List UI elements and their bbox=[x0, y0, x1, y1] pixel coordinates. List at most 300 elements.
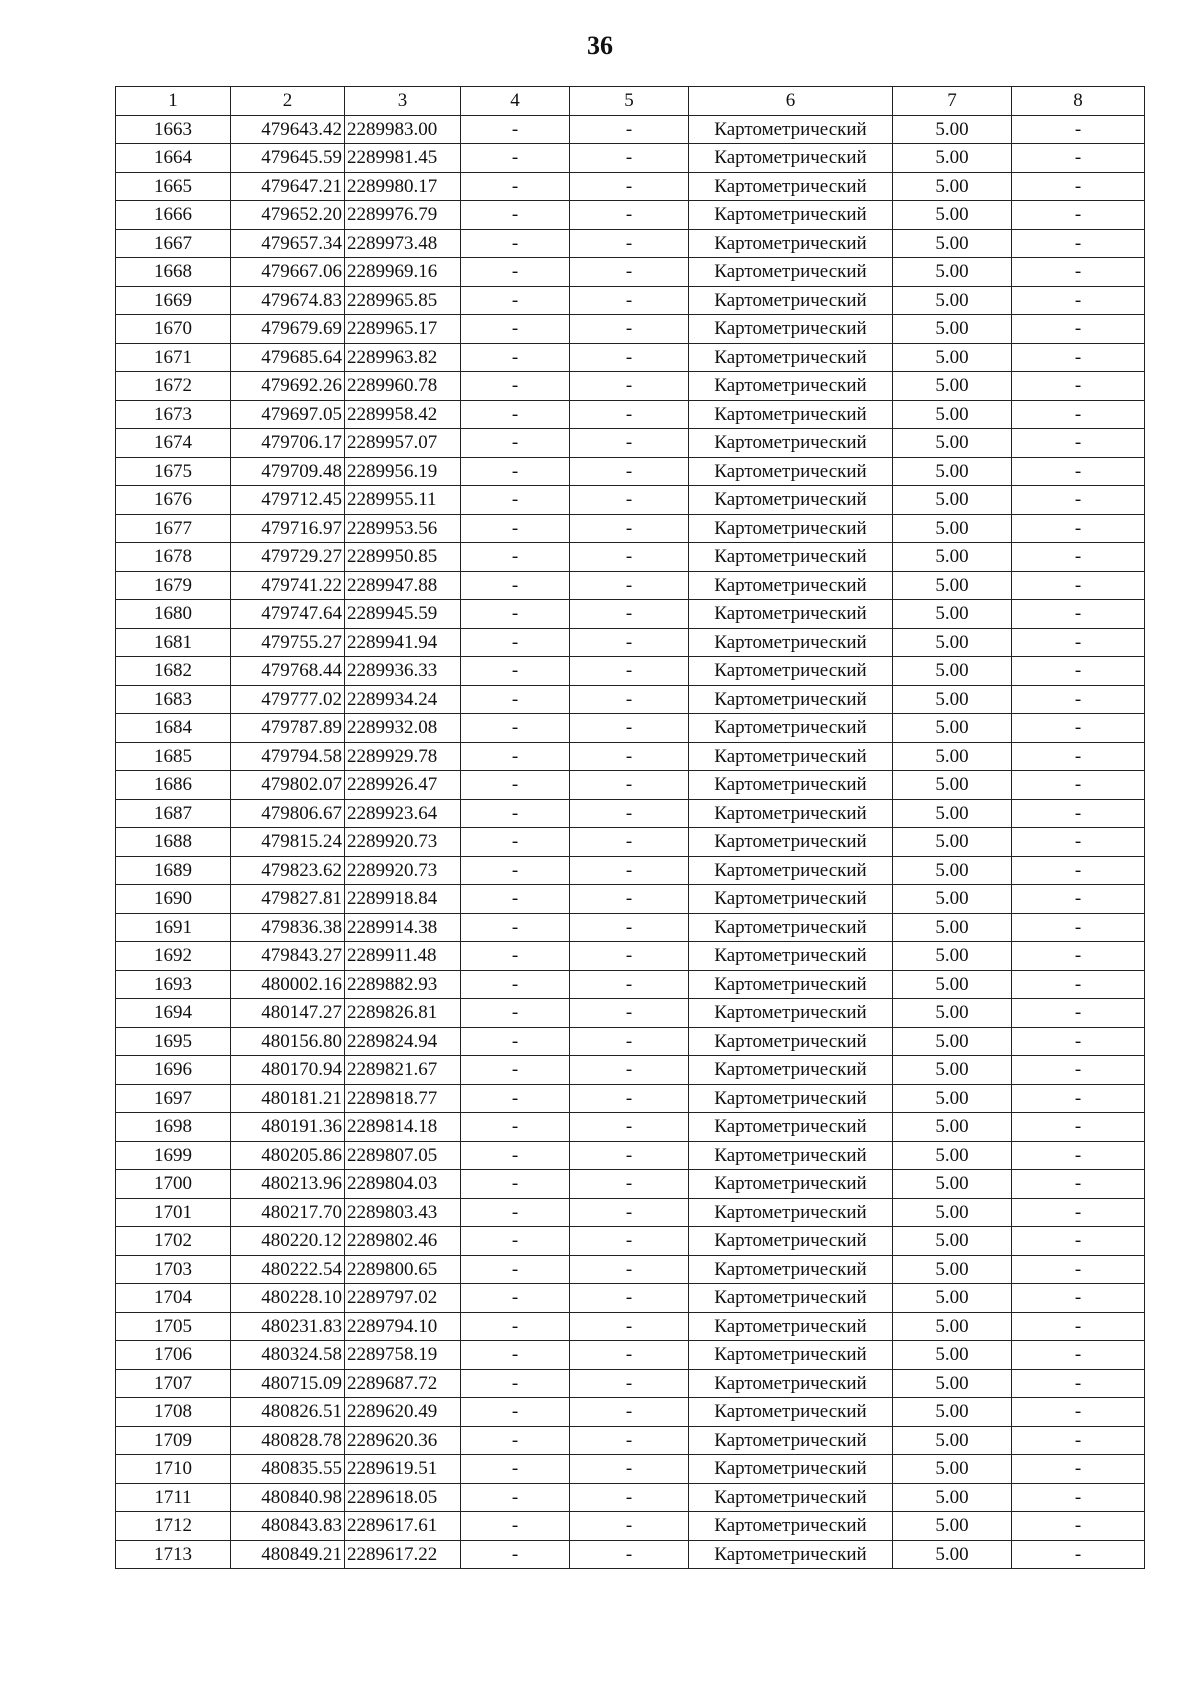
method-cell: Картометрический bbox=[689, 970, 893, 999]
point-number-cell: 1689 bbox=[116, 856, 231, 885]
accuracy-cell: 5.00 bbox=[893, 771, 1012, 800]
x-coordinate-cell: 479643.42 bbox=[231, 115, 345, 144]
table-row bbox=[116, 856, 1145, 885]
column-4-cell: - bbox=[461, 771, 570, 800]
column-5-cell: - bbox=[570, 1512, 689, 1541]
y-coordinate-cell: 2289923.64 bbox=[345, 799, 461, 828]
column-4-cell: - bbox=[461, 742, 570, 771]
table-row bbox=[116, 1141, 1145, 1170]
column-5-cell: - bbox=[570, 543, 689, 572]
column-8-cell: - bbox=[1012, 115, 1145, 144]
table-row bbox=[116, 486, 1145, 515]
y-coordinate-cell: 2289620.36 bbox=[345, 1426, 461, 1455]
point-number-cell: 1668 bbox=[116, 258, 231, 287]
column-4-cell: - bbox=[461, 115, 570, 144]
x-coordinate-cell: 479709.48 bbox=[231, 457, 345, 486]
point-number-cell: 1666 bbox=[116, 201, 231, 230]
accuracy-cell: 5.00 bbox=[893, 1312, 1012, 1341]
column-5-cell: - bbox=[570, 1483, 689, 1512]
y-coordinate-cell: 2289814.18 bbox=[345, 1113, 461, 1142]
column-4-cell: - bbox=[461, 828, 570, 857]
column-5-cell: - bbox=[570, 856, 689, 885]
accuracy-cell: 5.00 bbox=[893, 258, 1012, 287]
column-4-cell: - bbox=[461, 457, 570, 486]
column-8-cell: - bbox=[1012, 1369, 1145, 1398]
table-row bbox=[116, 229, 1145, 258]
method-cell: Картометрический bbox=[689, 543, 893, 572]
table-row bbox=[116, 1312, 1145, 1341]
table-row bbox=[116, 799, 1145, 828]
column-5-cell: - bbox=[570, 258, 689, 287]
column-5-cell: - bbox=[570, 999, 689, 1028]
point-number-cell: 1683 bbox=[116, 685, 231, 714]
column-4-cell: - bbox=[461, 1141, 570, 1170]
accuracy-cell: 5.00 bbox=[893, 1426, 1012, 1455]
column-4-cell: - bbox=[461, 714, 570, 743]
column-8-cell: - bbox=[1012, 258, 1145, 287]
column-5-cell: - bbox=[570, 1540, 689, 1569]
point-number-cell: 1682 bbox=[116, 657, 231, 686]
table-row bbox=[116, 999, 1145, 1028]
column-8-cell: - bbox=[1012, 1512, 1145, 1541]
point-number-cell: 1708 bbox=[116, 1398, 231, 1427]
column-8-cell: - bbox=[1012, 1198, 1145, 1227]
column-4-cell: - bbox=[461, 1398, 570, 1427]
y-coordinate-cell: 2289617.22 bbox=[345, 1540, 461, 1569]
point-number-cell: 1707 bbox=[116, 1369, 231, 1398]
column-5-cell: - bbox=[570, 144, 689, 173]
column-4-cell: - bbox=[461, 486, 570, 515]
y-coordinate-cell: 2289945.59 bbox=[345, 600, 461, 629]
x-coordinate-cell: 479667.06 bbox=[231, 258, 345, 287]
accuracy-cell: 5.00 bbox=[893, 115, 1012, 144]
point-number-cell: 1691 bbox=[116, 913, 231, 942]
point-number-cell: 1692 bbox=[116, 942, 231, 971]
accuracy-cell: 5.00 bbox=[893, 1141, 1012, 1170]
point-number-cell: 1688 bbox=[116, 828, 231, 857]
y-coordinate-cell: 2289936.33 bbox=[345, 657, 461, 686]
column-header: 3 bbox=[345, 87, 461, 116]
point-number-cell: 1705 bbox=[116, 1312, 231, 1341]
y-coordinate-cell: 2289926.47 bbox=[345, 771, 461, 800]
column-8-cell: - bbox=[1012, 1398, 1145, 1427]
method-cell: Картометрический bbox=[689, 1369, 893, 1398]
table-row bbox=[116, 1455, 1145, 1484]
column-4-cell: - bbox=[461, 856, 570, 885]
method-cell: Картометрический bbox=[689, 1141, 893, 1170]
column-4-cell: - bbox=[461, 1426, 570, 1455]
x-coordinate-cell: 479802.07 bbox=[231, 771, 345, 800]
column-8-cell: - bbox=[1012, 571, 1145, 600]
accuracy-cell: 5.00 bbox=[893, 856, 1012, 885]
accuracy-cell: 5.00 bbox=[893, 913, 1012, 942]
method-cell: Картометрический bbox=[689, 1341, 893, 1370]
accuracy-cell: 5.00 bbox=[893, 1056, 1012, 1085]
column-5-cell: - bbox=[570, 115, 689, 144]
x-coordinate-cell: 480849.21 bbox=[231, 1540, 345, 1569]
accuracy-cell: 5.00 bbox=[893, 1398, 1012, 1427]
x-coordinate-cell: 480231.83 bbox=[231, 1312, 345, 1341]
point-number-cell: 1672 bbox=[116, 372, 231, 401]
column-5-cell: - bbox=[570, 486, 689, 515]
accuracy-cell: 5.00 bbox=[893, 571, 1012, 600]
y-coordinate-cell: 2289934.24 bbox=[345, 685, 461, 714]
table-row bbox=[116, 1426, 1145, 1455]
method-cell: Картометрический bbox=[689, 799, 893, 828]
y-coordinate-cell: 2289920.73 bbox=[345, 828, 461, 857]
x-coordinate-cell: 479645.59 bbox=[231, 144, 345, 173]
x-coordinate-cell: 479692.26 bbox=[231, 372, 345, 401]
method-cell: Картометрический bbox=[689, 571, 893, 600]
y-coordinate-cell: 2289618.05 bbox=[345, 1483, 461, 1512]
accuracy-cell: 5.00 bbox=[893, 799, 1012, 828]
method-cell: Картометрический bbox=[689, 999, 893, 1028]
column-4-cell: - bbox=[461, 172, 570, 201]
accuracy-cell: 5.00 bbox=[893, 229, 1012, 258]
x-coordinate-cell: 480205.86 bbox=[231, 1141, 345, 1170]
column-4-cell: - bbox=[461, 1170, 570, 1199]
x-coordinate-cell: 479806.67 bbox=[231, 799, 345, 828]
column-5-cell: - bbox=[570, 1341, 689, 1370]
table-row bbox=[116, 685, 1145, 714]
table-row bbox=[116, 600, 1145, 629]
column-4-cell: - bbox=[461, 1312, 570, 1341]
x-coordinate-cell: 479697.05 bbox=[231, 400, 345, 429]
y-coordinate-cell: 2289818.77 bbox=[345, 1084, 461, 1113]
x-coordinate-cell: 480324.58 bbox=[231, 1341, 345, 1370]
column-4-cell: - bbox=[461, 1483, 570, 1512]
x-coordinate-cell: 480191.36 bbox=[231, 1113, 345, 1142]
column-4-cell: - bbox=[461, 258, 570, 287]
accuracy-cell: 5.00 bbox=[893, 1027, 1012, 1056]
point-number-cell: 1706 bbox=[116, 1341, 231, 1370]
x-coordinate-cell: 479652.20 bbox=[231, 201, 345, 230]
column-8-cell: - bbox=[1012, 913, 1145, 942]
column-5-cell: - bbox=[570, 201, 689, 230]
method-cell: Картометрический bbox=[689, 429, 893, 458]
column-5-cell: - bbox=[570, 970, 689, 999]
accuracy-cell: 5.00 bbox=[893, 1455, 1012, 1484]
column-8-cell: - bbox=[1012, 714, 1145, 743]
x-coordinate-cell: 479815.24 bbox=[231, 828, 345, 857]
column-8-cell: - bbox=[1012, 600, 1145, 629]
y-coordinate-cell: 2289758.19 bbox=[345, 1341, 461, 1370]
column-5-cell: - bbox=[570, 1027, 689, 1056]
accuracy-cell: 5.00 bbox=[893, 315, 1012, 344]
point-number-cell: 1702 bbox=[116, 1227, 231, 1256]
table-row bbox=[116, 1341, 1145, 1370]
point-number-cell: 1667 bbox=[116, 229, 231, 258]
x-coordinate-cell: 479777.02 bbox=[231, 685, 345, 714]
accuracy-cell: 5.00 bbox=[893, 714, 1012, 743]
column-5-cell: - bbox=[570, 942, 689, 971]
y-coordinate-cell: 2289821.67 bbox=[345, 1056, 461, 1085]
column-4-cell: - bbox=[461, 1455, 570, 1484]
x-coordinate-cell: 479729.27 bbox=[231, 543, 345, 572]
point-number-cell: 1684 bbox=[116, 714, 231, 743]
column-4-cell: - bbox=[461, 144, 570, 173]
point-number-cell: 1674 bbox=[116, 429, 231, 458]
column-5-cell: - bbox=[570, 1227, 689, 1256]
page-number: 36 bbox=[587, 31, 613, 60]
column-4-cell: - bbox=[461, 685, 570, 714]
table-row bbox=[116, 714, 1145, 743]
x-coordinate-cell: 480220.12 bbox=[231, 1227, 345, 1256]
column-4-cell: - bbox=[461, 1056, 570, 1085]
table-row bbox=[116, 372, 1145, 401]
column-5-cell: - bbox=[570, 571, 689, 600]
column-8-cell: - bbox=[1012, 1312, 1145, 1341]
y-coordinate-cell: 2289802.46 bbox=[345, 1227, 461, 1256]
method-cell: Картометрический bbox=[689, 486, 893, 515]
method-cell: Картометрический bbox=[689, 657, 893, 686]
x-coordinate-cell: 479836.38 bbox=[231, 913, 345, 942]
column-4-cell: - bbox=[461, 514, 570, 543]
point-number-cell: 1699 bbox=[116, 1141, 231, 1170]
point-number-cell: 1675 bbox=[116, 457, 231, 486]
x-coordinate-cell: 480156.80 bbox=[231, 1027, 345, 1056]
table-row bbox=[116, 942, 1145, 971]
point-number-cell: 1712 bbox=[116, 1512, 231, 1541]
table-row bbox=[116, 771, 1145, 800]
column-5-cell: - bbox=[570, 1084, 689, 1113]
column-8-cell: - bbox=[1012, 1255, 1145, 1284]
point-number-cell: 1686 bbox=[116, 771, 231, 800]
method-cell: Картометрический bbox=[689, 1170, 893, 1199]
accuracy-cell: 5.00 bbox=[893, 1369, 1012, 1398]
column-5-cell: - bbox=[570, 457, 689, 486]
method-cell: Картометрический bbox=[689, 258, 893, 287]
method-cell: Картометрический bbox=[689, 144, 893, 173]
method-cell: Картометрический bbox=[689, 600, 893, 629]
accuracy-cell: 5.00 bbox=[893, 1170, 1012, 1199]
x-coordinate-cell: 479741.22 bbox=[231, 571, 345, 600]
method-cell: Картометрический bbox=[689, 1540, 893, 1569]
point-number-cell: 1694 bbox=[116, 999, 231, 1028]
x-coordinate-cell: 480170.94 bbox=[231, 1056, 345, 1085]
table-row bbox=[116, 742, 1145, 771]
accuracy-cell: 5.00 bbox=[893, 657, 1012, 686]
point-number-cell: 1693 bbox=[116, 970, 231, 999]
table-header-row bbox=[116, 87, 1145, 116]
column-header: 4 bbox=[461, 87, 570, 116]
column-4-cell: - bbox=[461, 970, 570, 999]
column-4-cell: - bbox=[461, 571, 570, 600]
accuracy-cell: 5.00 bbox=[893, 1512, 1012, 1541]
column-4-cell: - bbox=[461, 1198, 570, 1227]
y-coordinate-cell: 2289958.42 bbox=[345, 400, 461, 429]
table-row bbox=[116, 828, 1145, 857]
column-8-cell: - bbox=[1012, 229, 1145, 258]
table-row bbox=[116, 1369, 1145, 1398]
x-coordinate-cell: 479794.58 bbox=[231, 742, 345, 771]
x-coordinate-cell: 479716.97 bbox=[231, 514, 345, 543]
column-5-cell: - bbox=[570, 1113, 689, 1142]
column-8-cell: - bbox=[1012, 856, 1145, 885]
table-row bbox=[116, 543, 1145, 572]
table-row bbox=[116, 286, 1145, 315]
point-number-cell: 1663 bbox=[116, 115, 231, 144]
column-4-cell: - bbox=[461, 400, 570, 429]
column-4-cell: - bbox=[461, 1284, 570, 1313]
x-coordinate-cell: 480715.09 bbox=[231, 1369, 345, 1398]
column-8-cell: - bbox=[1012, 657, 1145, 686]
point-number-cell: 1669 bbox=[116, 286, 231, 315]
column-4-cell: - bbox=[461, 1027, 570, 1056]
point-number-cell: 1696 bbox=[116, 1056, 231, 1085]
column-4-cell: - bbox=[461, 913, 570, 942]
column-8-cell: - bbox=[1012, 1284, 1145, 1313]
table-row bbox=[116, 1540, 1145, 1569]
point-number-cell: 1704 bbox=[116, 1284, 231, 1313]
method-cell: Картометрический bbox=[689, 201, 893, 230]
column-5-cell: - bbox=[570, 1398, 689, 1427]
column-5-cell: - bbox=[570, 1369, 689, 1398]
column-8-cell: - bbox=[1012, 543, 1145, 572]
point-number-cell: 1679 bbox=[116, 571, 231, 600]
column-4-cell: - bbox=[461, 286, 570, 315]
x-coordinate-cell: 479657.34 bbox=[231, 229, 345, 258]
point-number-cell: 1664 bbox=[116, 144, 231, 173]
accuracy-cell: 5.00 bbox=[893, 201, 1012, 230]
column-4-cell: - bbox=[461, 600, 570, 629]
y-coordinate-cell: 2289920.73 bbox=[345, 856, 461, 885]
column-8-cell: - bbox=[1012, 343, 1145, 372]
column-5-cell: - bbox=[570, 799, 689, 828]
column-5-cell: - bbox=[570, 400, 689, 429]
column-8-cell: - bbox=[1012, 514, 1145, 543]
y-coordinate-cell: 2289941.94 bbox=[345, 628, 461, 657]
table-row bbox=[116, 657, 1145, 686]
accuracy-cell: 5.00 bbox=[893, 942, 1012, 971]
column-4-cell: - bbox=[461, 1512, 570, 1541]
column-5-cell: - bbox=[570, 771, 689, 800]
y-coordinate-cell: 2289797.02 bbox=[345, 1284, 461, 1313]
accuracy-cell: 5.00 bbox=[893, 1113, 1012, 1142]
method-cell: Картометрический bbox=[689, 856, 893, 885]
table-row bbox=[116, 429, 1145, 458]
table-row bbox=[116, 201, 1145, 230]
accuracy-cell: 5.00 bbox=[893, 514, 1012, 543]
x-coordinate-cell: 480828.78 bbox=[231, 1426, 345, 1455]
accuracy-cell: 5.00 bbox=[893, 1341, 1012, 1370]
y-coordinate-cell: 2289955.11 bbox=[345, 486, 461, 515]
method-cell: Картометрический bbox=[689, 685, 893, 714]
table-row bbox=[116, 315, 1145, 344]
x-coordinate-cell: 480826.51 bbox=[231, 1398, 345, 1427]
column-8-cell: - bbox=[1012, 372, 1145, 401]
y-coordinate-cell: 2289980.17 bbox=[345, 172, 461, 201]
x-coordinate-cell: 480222.54 bbox=[231, 1255, 345, 1284]
x-coordinate-cell: 479827.81 bbox=[231, 885, 345, 914]
method-cell: Картометрический bbox=[689, 828, 893, 857]
x-coordinate-cell: 479685.64 bbox=[231, 343, 345, 372]
y-coordinate-cell: 2289947.88 bbox=[345, 571, 461, 600]
column-8-cell: - bbox=[1012, 400, 1145, 429]
column-4-cell: - bbox=[461, 1341, 570, 1370]
column-8-cell: - bbox=[1012, 685, 1145, 714]
accuracy-cell: 5.00 bbox=[893, 457, 1012, 486]
point-number-cell: 1697 bbox=[116, 1084, 231, 1113]
y-coordinate-cell: 2289950.85 bbox=[345, 543, 461, 572]
column-5-cell: - bbox=[570, 343, 689, 372]
column-8-cell: - bbox=[1012, 1056, 1145, 1085]
x-coordinate-cell: 479823.62 bbox=[231, 856, 345, 885]
point-number-cell: 1665 bbox=[116, 172, 231, 201]
method-cell: Картометрический bbox=[689, 172, 893, 201]
method-cell: Картометрический bbox=[689, 315, 893, 344]
method-cell: Картометрический bbox=[689, 942, 893, 971]
point-number-cell: 1710 bbox=[116, 1455, 231, 1484]
table-row bbox=[116, 457, 1145, 486]
column-8-cell: - bbox=[1012, 457, 1145, 486]
y-coordinate-cell: 2289953.56 bbox=[345, 514, 461, 543]
point-number-cell: 1713 bbox=[116, 1540, 231, 1569]
column-4-cell: - bbox=[461, 628, 570, 657]
table-row bbox=[116, 1198, 1145, 1227]
table-row bbox=[116, 514, 1145, 543]
x-coordinate-cell: 479755.27 bbox=[231, 628, 345, 657]
column-5-cell: - bbox=[570, 1141, 689, 1170]
y-coordinate-cell: 2289983.00 bbox=[345, 115, 461, 144]
column-5-cell: - bbox=[570, 1284, 689, 1313]
method-cell: Картометрический bbox=[689, 1198, 893, 1227]
x-coordinate-cell: 479674.83 bbox=[231, 286, 345, 315]
y-coordinate-cell: 2289617.61 bbox=[345, 1512, 461, 1541]
accuracy-cell: 5.00 bbox=[893, 1255, 1012, 1284]
y-coordinate-cell: 2289619.51 bbox=[345, 1455, 461, 1484]
method-cell: Картометрический bbox=[689, 457, 893, 486]
column-5-cell: - bbox=[570, 372, 689, 401]
column-5-cell: - bbox=[570, 1170, 689, 1199]
column-8-cell: - bbox=[1012, 1227, 1145, 1256]
column-5-cell: - bbox=[570, 628, 689, 657]
table-row bbox=[116, 1284, 1145, 1313]
accuracy-cell: 5.00 bbox=[893, 144, 1012, 173]
accuracy-cell: 5.00 bbox=[893, 970, 1012, 999]
accuracy-cell: 5.00 bbox=[893, 286, 1012, 315]
point-number-cell: 1703 bbox=[116, 1255, 231, 1284]
y-coordinate-cell: 2289957.07 bbox=[345, 429, 461, 458]
table-row bbox=[116, 885, 1145, 914]
accuracy-cell: 5.00 bbox=[893, 885, 1012, 914]
x-coordinate-cell: 479843.27 bbox=[231, 942, 345, 971]
method-cell: Картометрический bbox=[689, 1284, 893, 1313]
column-5-cell: - bbox=[570, 1255, 689, 1284]
method-cell: Картометрический bbox=[689, 343, 893, 372]
column-8-cell: - bbox=[1012, 1341, 1145, 1370]
column-8-cell: - bbox=[1012, 172, 1145, 201]
column-4-cell: - bbox=[461, 999, 570, 1028]
method-cell: Картометрический bbox=[689, 771, 893, 800]
method-cell: Картометрический bbox=[689, 714, 893, 743]
point-number-cell: 1690 bbox=[116, 885, 231, 914]
column-8-cell: - bbox=[1012, 799, 1145, 828]
accuracy-cell: 5.00 bbox=[893, 343, 1012, 372]
x-coordinate-cell: 480835.55 bbox=[231, 1455, 345, 1484]
column-5-cell: - bbox=[570, 286, 689, 315]
point-number-cell: 1673 bbox=[116, 400, 231, 429]
accuracy-cell: 5.00 bbox=[893, 1227, 1012, 1256]
column-8-cell: - bbox=[1012, 942, 1145, 971]
column-8-cell: - bbox=[1012, 144, 1145, 173]
table-row bbox=[116, 1170, 1145, 1199]
method-cell: Картометрический bbox=[689, 115, 893, 144]
accuracy-cell: 5.00 bbox=[893, 372, 1012, 401]
point-number-cell: 1685 bbox=[116, 742, 231, 771]
method-cell: Картометрический bbox=[689, 1398, 893, 1427]
column-8-cell: - bbox=[1012, 742, 1145, 771]
